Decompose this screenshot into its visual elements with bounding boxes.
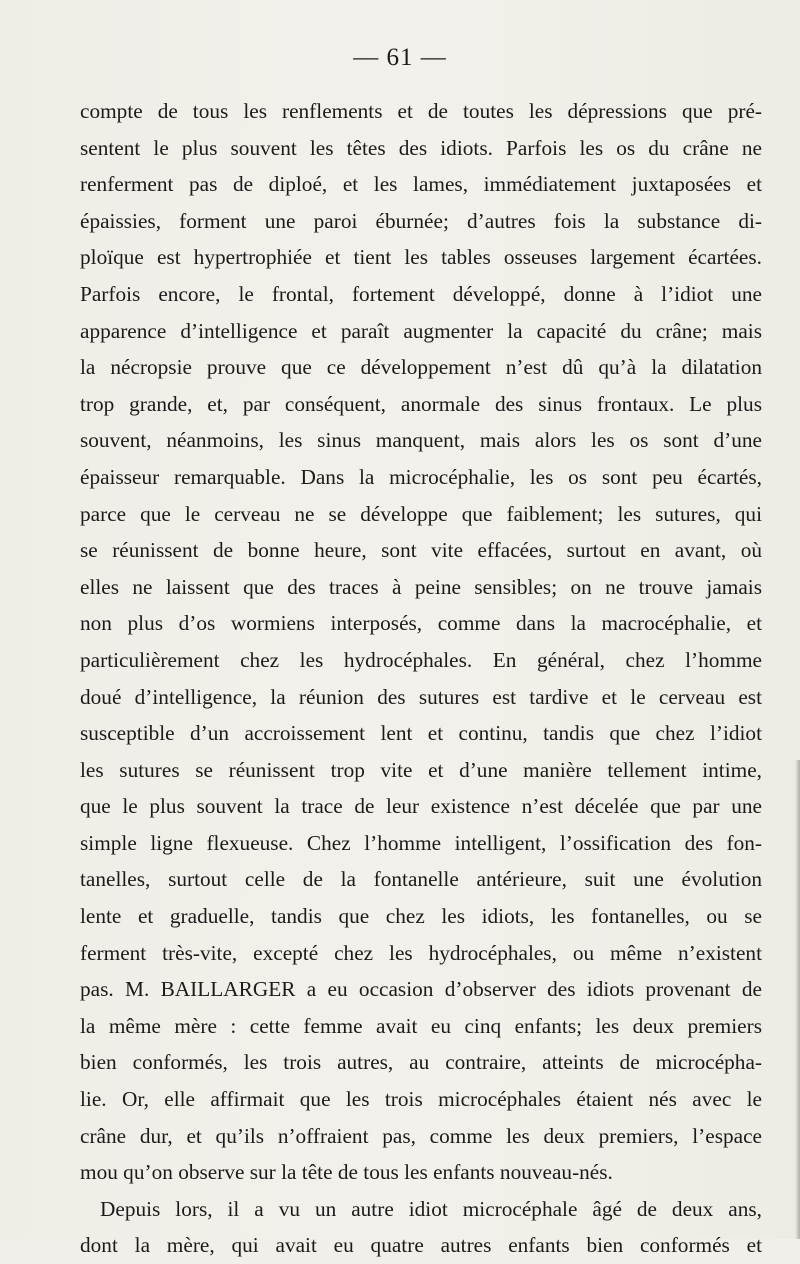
text-line: elles ne laissent que des traces à peine sensibles; on ne trouve jamais	[80, 574, 762, 599]
text-line: non plus d’os wormiens interposés, comme dans la macrocéphalie, et	[80, 611, 762, 636]
text-line: souvent, néanmoins, les sinus manquent, mais alors les os sont d’une	[80, 428, 762, 453]
text-line: que le plus souvent la trace de leur existence n’est décelée que par une	[80, 794, 762, 819]
text-line: crâne dur, et qu’ils n’offraient pas, comme les deux premiers, l’espace	[80, 1123, 762, 1148]
text-line: pas. M. BAILLARGER a eu occasion d’observer des idiots provenant de	[80, 977, 762, 1002]
text-line: susceptible d’un accroissement lent et continu, tandis que chez l’idiot	[80, 721, 762, 746]
text-line: renferment pas de diploé, et les lames, immédiatement juxtaposées et	[80, 172, 762, 197]
body-text	[80, 93, 762, 1264]
text-line: simple ligne flexueuse. Chez l’homme intelligent, l’ossification des fon-	[80, 830, 762, 855]
text-line: trop grande, et, par conséquent, anormale des sinus frontaux. Le plus	[80, 391, 762, 416]
text-line: particulièrement chez les hydrocéphales. En général, chez l’homme	[80, 647, 762, 672]
text-line: la nécropsie prouve que ce développement n’est dû qu’à la dilatation	[80, 355, 762, 380]
text-line paragraph-end: mou qu’on observe sur la tête de tous les enfants nouveau-nés.	[80, 1160, 613, 1185]
text-line: parce que le cerveau ne se développe que faiblement; les sutures, qui	[80, 501, 762, 526]
text-line: se réunissent de bonne heure, sont vite effacées, surtout en avant, où	[80, 538, 762, 563]
page-edge-shadow	[795, 760, 800, 1239]
text-line: bien conformés, les trois autres, au contraire, atteints de microcépha-	[80, 1050, 762, 1075]
text-line: la même mère : cette femme avait eu cinq enfants; les deux premiers	[80, 1013, 762, 1038]
page-number: — 61 —	[353, 44, 447, 71]
text-line: doué d’intelligence, la réunion des sutures est tardive et le cerveau est	[80, 684, 762, 709]
text-line: lie. Or, elle affirmait que les trois microcéphales étaient nés avec le	[80, 1087, 762, 1112]
text-line: compte de tous les renflements et de toutes les dépressions que pré-	[80, 99, 762, 123]
text-line: ploïque est hypertrophiée et tient les tables osseuses largement écartées.	[80, 245, 762, 270]
text-line: tanelles, surtout celle de la fontanelle antérieure, suit une évolution	[80, 867, 762, 892]
text-line: apparence d’intelligence et paraît augmenter la capacité du crâne; mais	[80, 318, 762, 343]
text-line: dont la mère, qui avait eu quatre autres enfants bien conformés et	[80, 1233, 762, 1258]
text-line paragraph-start: Depuis lors, il a vu un autre idiot microcéphale âgé de deux ans,	[100, 1196, 762, 1221]
text-line: épaissies, forment une paroi éburnée; d’autres fois la substance di-	[80, 208, 762, 233]
text-line: épaisseur remarquable. Dans la microcéphalie, les os sont peu écartés,	[80, 464, 762, 489]
text-line: ferment très-vite, excepté chez les hydrocéphales, ou même n’existent	[80, 940, 762, 965]
text-line: sentent le plus souvent les têtes des idiots. Parfois les os du crâne ne	[80, 135, 762, 160]
text-line: Parfois encore, le frontal, fortement développé, donne à l’idiot une	[80, 281, 762, 306]
text-line: les sutures se réunissent trop vite et d’une manière tellement intime,	[80, 757, 762, 782]
text-line: lente et graduelle, tandis que chez les idiots, les fontanelles, ou se	[80, 904, 762, 929]
